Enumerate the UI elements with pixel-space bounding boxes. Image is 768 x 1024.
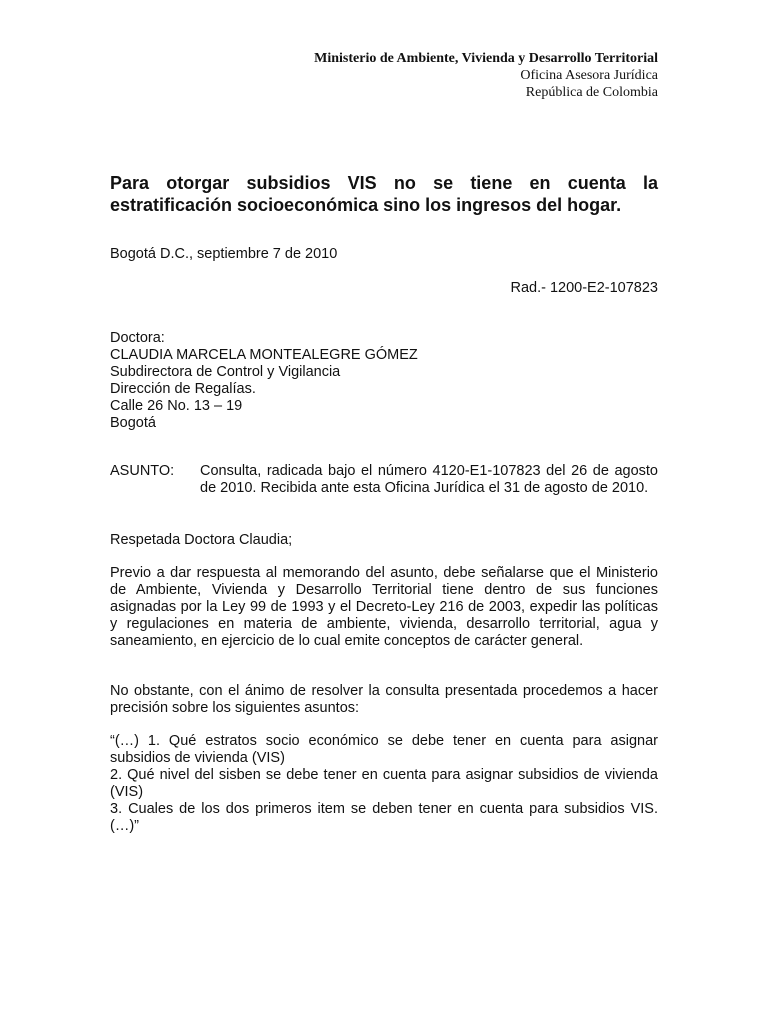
paragraph: Previo a dar respuesta al memorando del asunto, debe señalarse que el Ministerio de Ambiente, Vivienda y Desarrollo Territorial tiene dentro de sus funciones asignadas por la Ley 99 de 1993 y el Decreto-Ley 216 de 2003, expedir las políticas y regulaciones en materia de ambiente, vivienda, desarrollo territorial, agua y saneamiento, en ejercicio de lo cual emite conceptos de carácter general. <box>110 565 658 649</box>
subject-block <box>110 463 658 497</box>
subject-label: ASUNTO: <box>110 463 175 479</box>
office-name: Oficina Asesora Jurídica <box>520 68 658 83</box>
question-item: 2. Qué nivel del sisben se debe tener en cuenta para asignar subsidios de vivienda (VIS) <box>110 767 658 800</box>
subject-text: Consulta, radicada bajo el número 4120-E1-107823 del 26 de agosto de 2010. Recibida ante esta Oficina Jurídica el 31 de agosto de 2010. <box>200 463 658 496</box>
question-item: 3. Cuales de los dos primeros item se deben tener en cuenta para subsidios VIS. (…)” <box>110 801 658 834</box>
questions-list <box>110 733 658 835</box>
question-item: “(…) 1. Qué estratos socio económico se debe tener en cuenta para asignar subsidios de vivienda (VIS) <box>110 733 658 766</box>
recipient-salutation: Doctora: <box>110 330 165 346</box>
recipient-department: Dirección de Regalías. <box>110 381 256 397</box>
recipient-position: Subdirectora de Control y Vigilancia <box>110 364 341 380</box>
recipient-name: CLAUDIA MARCELA MONTEALEGRE GÓMEZ <box>110 347 418 363</box>
paragraph: No obstante, con el ánimo de resolver la consulta presentada procedemos a hacer precisión sobre los siguientes asuntos: <box>110 683 658 716</box>
radicado-number: Rad.- 1200-E2-107823 <box>510 280 658 296</box>
recipient-address: Calle 26 No. 13 – 19 <box>110 398 243 414</box>
letterhead <box>158 50 658 101</box>
document-date: Bogotá D.C., septiembre 7 de 2010 <box>110 246 338 262</box>
document-title: Para otorgar subsidios VIS no se tiene en cuenta la estratificación socioeconómica sino los ingresos del hogar. <box>110 173 658 215</box>
ministry-name: Ministerio de Ambiente, Vivienda y Desarrollo Territorial <box>314 51 658 66</box>
country-name: República de Colombia <box>525 85 658 100</box>
greeting: Respetada Doctora Claudia; <box>110 532 293 548</box>
recipient-city: Bogotá <box>110 415 156 431</box>
recipient-block <box>110 330 658 432</box>
